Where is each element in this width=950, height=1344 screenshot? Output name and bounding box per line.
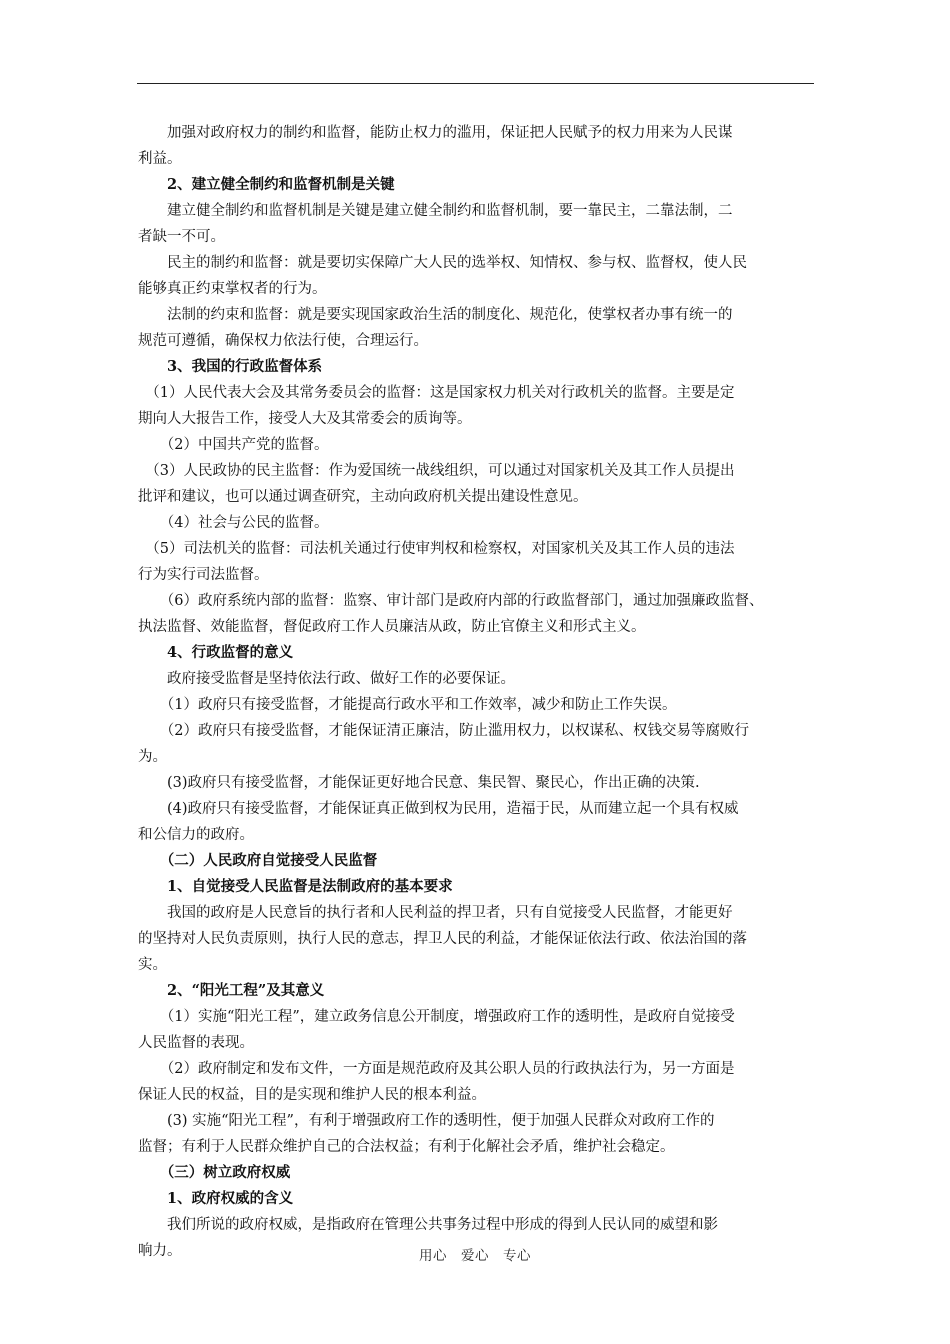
- paragraph-line: 我国的政府是人民意旨的执行者和人民利益的捍卫者，只有自觉接受人民监督，才能更好: [138, 905, 733, 921]
- paragraph-line: （5）司法机关的监督：司法机关通过行使审判权和检察权，对国家机关及其工作人员的违法: [138, 541, 735, 557]
- document-body: [138, 120, 826, 1264]
- section-heading: （三）树立政府权威: [138, 1164, 291, 1181]
- paragraph-line: 人民监督的表现。: [138, 1035, 254, 1051]
- paragraph-line: 者缺一不可。: [138, 229, 225, 245]
- section-heading: 1、政府权威的含义: [138, 1190, 294, 1207]
- section-heading: 3、我国的行政监督体系: [138, 358, 323, 375]
- paragraph-line: 为。: [138, 749, 167, 765]
- paragraph-line: 政府接受监督是坚持依法行政、做好工作的必要保证。: [138, 671, 515, 687]
- paragraph-line: 期向人大报告工作，接受人大及其常委会的质询等。: [138, 411, 472, 427]
- paragraph-line: （4）社会与公民的监督。: [138, 515, 329, 531]
- paragraph-line: (4)政府只有接受监督，才能保证真正做到权为民用，造福于民，从而建立起一个具有权威: [138, 801, 739, 817]
- header-rule: [137, 83, 814, 84]
- paragraph-line: （3）人民政协的民主监督：作为爱国统一战线组织，可以通过对国家机关及其工作人员提出: [138, 463, 735, 479]
- section-heading: 2、建立健全制约和监督机制是关键: [138, 176, 395, 193]
- paragraph-line: (3) 实施“阳光工程”，有利于增强政府工作的透明性，便于加强人民群众对政府工作的: [138, 1113, 715, 1129]
- paragraph-line: 监督；有利于人民群众维护自己的合法权益；有利于化解社会矛盾，维护社会稳定。: [138, 1139, 675, 1155]
- page-footer: 用心 爱心 专心: [419, 1248, 531, 1264]
- paragraph-line: 我们所说的政府权威，是指政府在管理公共事务过程中形成的得到人民认同的威望和影: [138, 1217, 718, 1233]
- paragraph-line: （6）政府系统内部的监督：监察、审计部门是政府内部的行政监督部门，通过加强廉政监督、: [138, 593, 764, 609]
- paragraph-line: 批评和建议，也可以通过调查研究，主动向政府机关提出建设性意见。: [138, 489, 588, 505]
- section-heading: 2、“阳光工程”及其意义: [138, 982, 325, 999]
- paragraph-line: (3)政府只有接受监督，才能保证更好地合民意、集民智、聚民心，作出正确的决策.: [138, 775, 700, 791]
- paragraph-line: 建立健全制约和监督机制是关键是建立健全制约和监督机制，要一靠民主，二靠法制，二: [138, 203, 733, 219]
- paragraph-line: （2）中国共产党的监督。: [138, 437, 329, 453]
- paragraph-line: （1）人民代表大会及其常务委员会的监督：这是国家权力机关对行政机关的监督。主要是定: [138, 385, 735, 401]
- section-heading: （二）人民政府自觉接受人民监督: [138, 852, 378, 869]
- paragraph-line: （1）实施“阳光工程”，建立政务信息公开制度，增强政府工作的透明性，是政府自觉接受: [138, 1009, 735, 1025]
- paragraph-line: 利益。: [138, 151, 182, 167]
- paragraph-line: 响力。: [138, 1243, 182, 1259]
- paragraph-line: （2）政府制定和发布文件，一方面是规范政府及其公职人员的行政执法行为，另一方面是: [138, 1061, 735, 1077]
- paragraph-line: （1）政府只有接受监督，才能提高行政水平和工作效率，减少和防止工作失误。: [138, 697, 677, 713]
- paragraph-line: 法制的约束和监督：就是要实现国家政治生活的制度化、规范化，使掌权者办事有统一的: [138, 307, 733, 323]
- paragraph-line: 民主的制约和监督：就是要切实保障广大人民的选举权、知情权、参与权、监督权，使人民: [138, 255, 747, 271]
- paragraph-line: 规范可遵循，确保权力依法行使，合理运行。: [138, 333, 428, 349]
- paragraph-line: 和公信力的政府。: [138, 827, 254, 843]
- paragraph-line: 执法监督、效能监督，督促政府工作人员廉洁从政，防止官僚主义和形式主义。: [138, 619, 646, 635]
- paragraph-line: 实。: [138, 957, 167, 973]
- paragraph-line: 能够真正约束掌权者的行为。: [138, 281, 327, 297]
- section-heading: 4、行政监督的意义: [138, 644, 294, 661]
- paragraph-line: 的坚持对人民负责原则，执行人民的意志，捍卫人民的利益，才能保证依法行政、依法治国的落: [138, 931, 747, 947]
- paragraph-line: 行为实行司法监督。: [138, 567, 269, 583]
- paragraph-line: 保证人民的权益，目的是实现和维护人民的根本利益。: [138, 1087, 486, 1103]
- paragraph-line: 加强对政府权力的制约和监督，能防止权力的滥用，保证把人民赋予的权力用来为人民谋: [138, 125, 733, 141]
- paragraph-line: （2）政府只有接受监督，才能保证清正廉洁，防止滥用权力，以权谋私、权钱交易等腐败行: [138, 723, 749, 739]
- section-heading: 1、自觉接受人民监督是法制政府的基本要求: [138, 878, 453, 895]
